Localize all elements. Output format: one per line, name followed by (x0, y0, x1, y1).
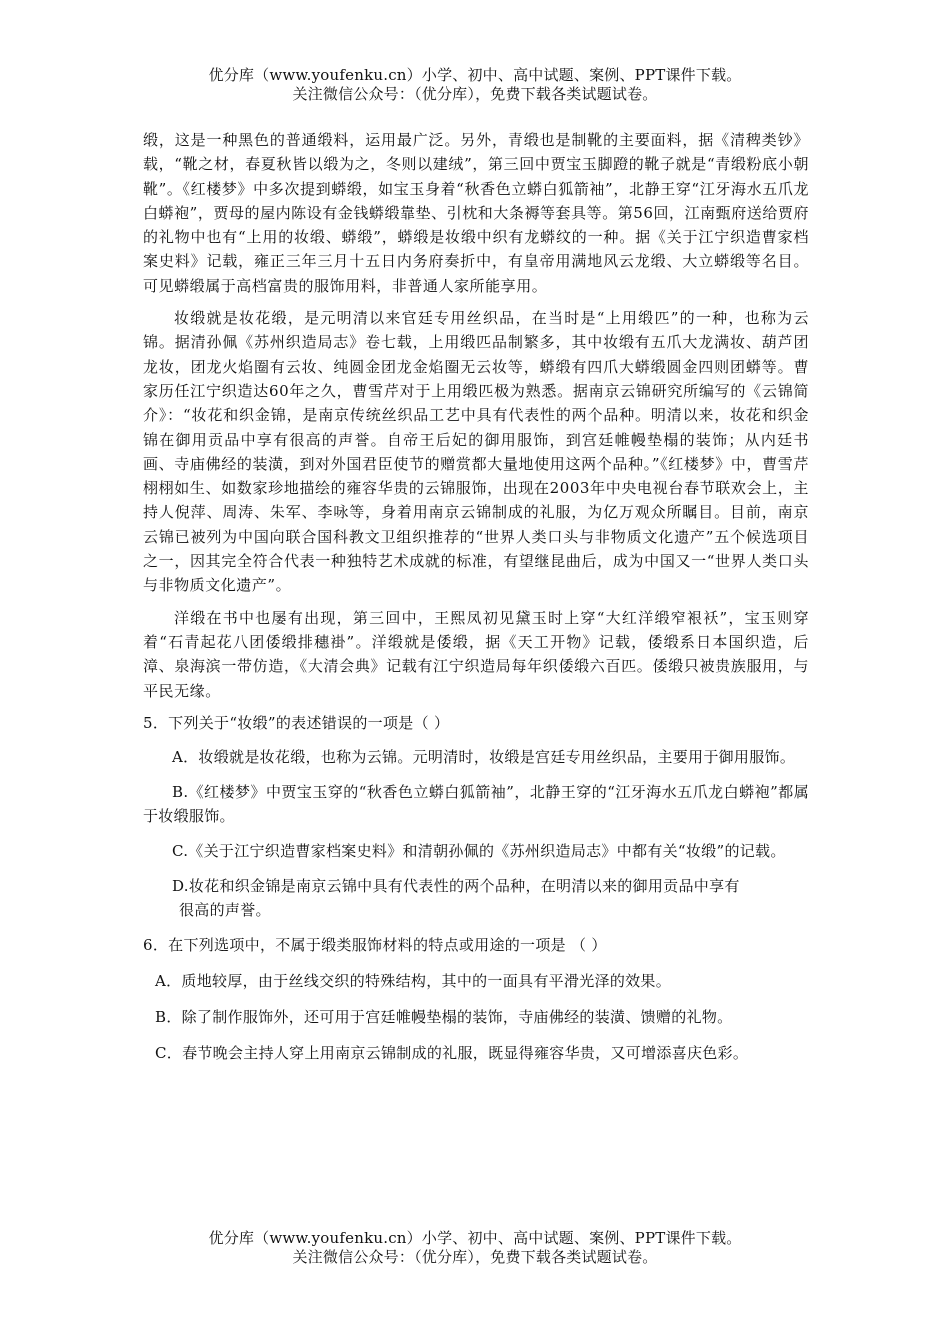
header-line-1: 优分库（www.youfenku.cn）小学、初中、高中试题、案例、PPT课件下载。 (208, 66, 742, 84)
footer-line-2: 关注微信公众号：（优分库），免费下载各类试题试卷。 (292, 1248, 658, 1266)
footer-line-1: 优分库（www.youfenku.cn）小学、初中、高中试题、案例、PPT课件下载。 (208, 1229, 742, 1247)
passage-paragraph-3: 洋缎在书中也屡有出现，第三回中，王熙凤初见黛玉时上穿“大红洋缎窄裉袄”，宝玉则穿着“石青起花八团倭缎排穗褂”。洋缎就是倭缎，据《天工开物》记载，倭缎系日本国织造，后漳、泉海滨一带仿造，《大清会典》记载有江宁织造局每年织倭缎六百匹。倭缎只被贵族服用，与平民无缘。 (143, 608, 809, 700)
page-header (0, 66, 950, 104)
question-6-option-a: A．质地较厚，由于丝线交织的特殊结构，其中的一面具有平滑光泽的效果。 (155, 971, 672, 990)
header-line-2: 关注微信公众号：（优分库），免费下载各类试题试卷。 (292, 85, 658, 103)
question-6-option-c: C．春节晚会主持人穿上用南京云锦制成的礼服，既显得雍容华贵，又可增添喜庆色彩。 (155, 1043, 749, 1062)
question-5-option-a: A．妆缎就是妆花缎，也称为云锦。元明清时，妆缎是宫廷专用丝织品，主要用于御用服饰。 (172, 747, 796, 766)
question-5-option-b: B.《红楼梦》中贾宝玉穿的“秋香色立蟒白狐箭袖”，北静王穿的“江牙海水五爪龙白蟒袍”都属于妆缎服饰。 (143, 782, 809, 825)
passage-paragraph-1: 缎，这是一种黑色的普通缎料，运用最广泛。另外，青缎也是制靴的主要面料，据《清稗类钞》载，“靴之材，春夏秋皆以缎为之，冬则以建绒”，第三回中贾宝玉脚蹬的靴子就是“青缎粉底小朝靴”。《红楼梦》中多次提到蟒缎，如宝玉身着“秋香色立蟒白狐箭袖”，北静王穿“江牙海水五爪龙白蟒袍”，贾母的屋内陈设有金钱蟒缎靠垫、引枕和大条褥等套具等。第56回，江南甄府送给贾府的礼物中也有“上用的妆缎、蟒缎”，蟒缎是妆缎中织有龙蟒纹的一种。据《关于江宁织造曹家档案史料》记载，雍正三年三月十五日内务府奏折中，有皇帝用满地风云龙缎、大立蟒缎等名目。可见蟒缎属于高档富贵的服饰用料，非普通人家所能享用。 (143, 131, 809, 295)
question-6-stem: 6．在下列选项中，不属于缎类服饰材料的特点或用途的一项是 （ ） (143, 935, 607, 954)
option-d-line-2: 很高的声誉。 (179, 900, 271, 919)
page-footer (0, 1229, 950, 1267)
option-d-line-1: D.妆花和织金锦是南京云锦中具有代表性的两个品种，在明清以来的御用贡品中享有 (172, 876, 740, 895)
document-body (143, 128, 809, 1065)
passage-paragraph-2: 妆缎就是妆花缎，是元明清以来官廷专用丝织品，在当时是“上用缎匹”的一种，也称为云锦。据清孙佩《苏州织造局志》卷七载，上用缎匹品制繁多，其中妆缎有五爪大龙满妆、葫芦团龙妆，团龙火焰圈有云妆、纯圆金团龙金焰圈无云妆等，蟒缎有四爪大蟒缎圆金四则团蟒等。曹家历任江宁织造达60年之久，曹雪芹对于上用缎匹极为熟悉。据南京云锦研究所编写的《云锦简介》：“妆花和织金锦，是南京传统丝织品工艺中具有代表性的两个品种。明清以来，妆花和织金锦在御用贡品中享有很高的声誉。自帝王后妃的御用服饰，到宫廷帷幔垫榻的装饰；从内廷书画、寺庙佛经的装潢，到对外国君臣使节的赠赏都大量地使用这两个品种。”《红楼梦》中，曹雪芹栩栩如生、如数家珍地描绘的雍容华贵的云锦服饰，出现在2003年中央电视台春节联欢会上，主持人倪萍、周涛、朱军、李咏等，身着用南京云锦制成的礼服，为亿万观众所瞩目。目前，南京云锦已被列为中国向联合国科教文卫组织推荐的“世界人类口头与非物质文化遗产”五个候选项目之一，因其完全符合代表一种独特艺术成就的标准，有望继昆曲后，成为中国又一“世界人类口头与非物质文化遗产”。 (143, 309, 809, 595)
question-5-option-d (143, 874, 809, 922)
question-6-option-b: B．除了制作服饰外，还可用于宫廷帷幔垫榻的装饰，寺庙佛经的装潢、馈赠的礼物。 (155, 1007, 733, 1026)
question-5-stem: 5．下列关于“妆缎”的表述错误的一项是（ ） (143, 713, 450, 732)
question-5-option-c: C.《关于江宁织造曹家档案史料》和清朝孙佩的《苏州织造局志》中都有关“妆缎”的记载。 (172, 841, 786, 860)
